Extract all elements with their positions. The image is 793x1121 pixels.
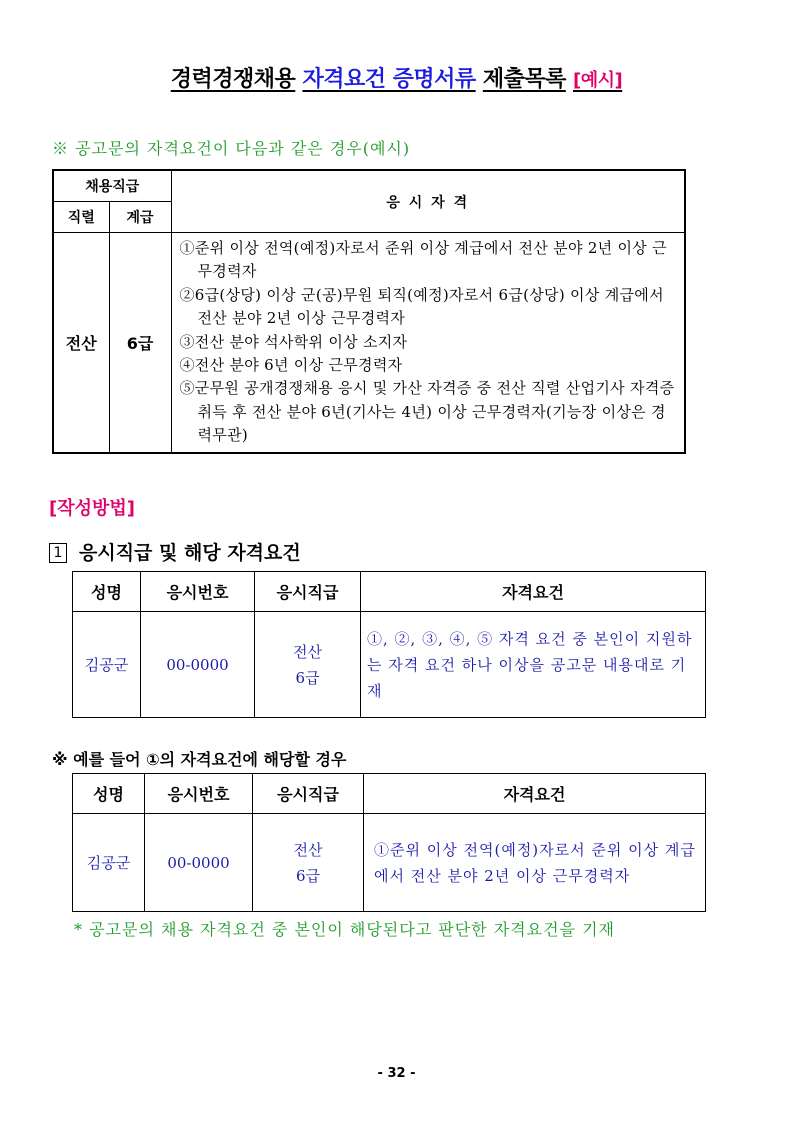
header-number: 응시번호 — [145, 774, 253, 814]
cell-number: 00-0000 — [141, 612, 255, 718]
cell-name: 김공군 — [73, 612, 141, 718]
title-part2: 자격요건 증명서류 — [302, 67, 476, 92]
rank-line2: 6급 — [295, 668, 320, 687]
header-qualification: 응 시 자 격 — [171, 170, 685, 233]
sample-table-general — [72, 571, 706, 718]
header-series: 직렬 — [53, 202, 109, 233]
page-number: - 32 - — [377, 1066, 416, 1081]
cell-grade: 6급 — [109, 233, 171, 453]
case-note: ※ 예를 들어 ①의 자격요건에 해당할 경우 — [52, 750, 347, 769]
section-title: 응시직급 및 해당 자격요건 — [79, 542, 301, 564]
title-part3: 제출목록 — [482, 67, 566, 92]
cell-rank — [253, 814, 364, 912]
header-recruit-rank: 채용직급 — [53, 170, 171, 202]
cell-name: 김공군 — [73, 814, 145, 912]
header-requirement: 자격요건 — [361, 572, 706, 612]
section-number-box: 1 — [49, 543, 67, 563]
header-name: 성명 — [73, 774, 145, 814]
header-name: 성명 — [73, 572, 141, 612]
cell-requirement: ①준위 이상 전역(예정)자로서 준위 이상 계급에서 전산 분야 2년 이상 근무경력자 — [364, 814, 706, 912]
requirement-item: ③전산 분야 석사학위 이상 소지자 — [179, 332, 408, 351]
header-rank: 응시직급 — [255, 572, 361, 612]
section-heading — [49, 538, 301, 565]
method-heading: [작성방법] — [49, 498, 136, 519]
footnote: * 공고문의 채용 자격요건 중 본인이 해당된다고 판단한 자격요건을 기재 — [74, 920, 615, 939]
example-note: ※ 공고문의 자격요건이 다음과 같은 경우(예시) — [52, 139, 411, 158]
cell-number: 00-0000 — [145, 814, 253, 912]
rank-line1: 전산 — [293, 840, 323, 859]
header-requirement: 자격요건 — [364, 774, 706, 814]
header-number: 응시번호 — [141, 572, 255, 612]
requirements-cell — [171, 233, 685, 453]
requirement-item: ①준위 이상 전역(예정)자로서 준위 이상 계급에서 전산 분야 2년 이상 근무경력자 — [179, 239, 667, 281]
title-part1: 경력경쟁채용 — [170, 67, 296, 92]
cell-series: 전산 — [53, 233, 109, 453]
title-part4: [예시] — [573, 70, 623, 91]
requirement-item: ②6급(상당) 이상 군(공)무원 퇴직(예정)자로서 6급(상당) 이상 계급에서 전산 분야 2년 이상 근무경력자 — [179, 285, 664, 328]
requirement-item: ⑤군무원 공개경쟁채용 응시 및 가산 자격증 중 전산 직렬 산업기사 자격증 취득 후 전산 분야 6년(기사는 4년) 이상 근무경력자(기능장 이상은 경력무관) — [179, 379, 675, 445]
cell-requirement: ①, ②, ③, ④, ⑤ 자격 요건 중 본인이 지원하는 자격 요건 하나 이상을 공고문 내용대로 기재 — [361, 612, 706, 718]
sample-table-case1 — [72, 773, 706, 912]
header-grade: 계급 — [109, 202, 171, 233]
requirement-item: ④전산 분야 6년 이상 근무경력자 — [179, 356, 403, 375]
header-rank: 응시직급 — [253, 774, 364, 814]
cell-rank — [255, 612, 361, 718]
qualification-table — [52, 169, 686, 454]
rank-line2: 6급 — [295, 866, 321, 885]
document-title — [0, 62, 793, 93]
rank-line1: 전산 — [293, 642, 322, 661]
